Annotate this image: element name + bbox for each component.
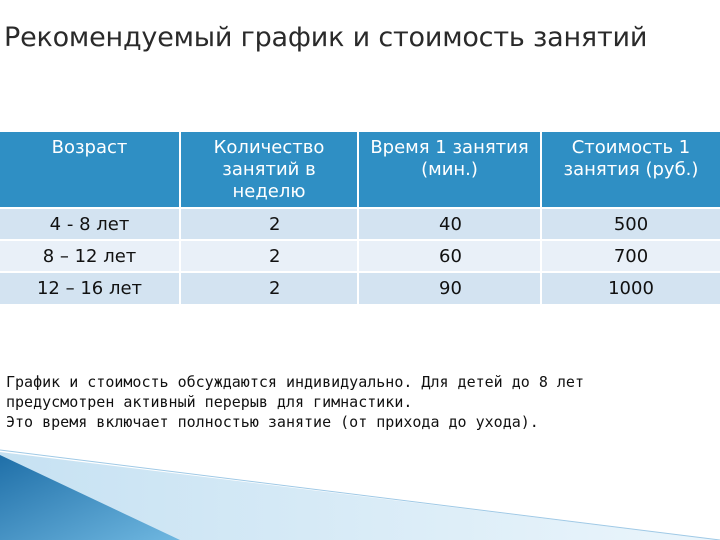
schedule-table [0, 132, 720, 304]
header-session-duration: Время 1 занятия (мин.) [358, 132, 541, 208]
note-line: предусмотрен активный перерыв для гимнастики. [6, 393, 413, 411]
cell-sessions: 2 [180, 208, 358, 240]
table-row [0, 272, 720, 304]
cell-duration: 40 [358, 208, 541, 240]
cell-age: 8 – 12 лет [0, 240, 180, 272]
cell-price: 1000 [541, 272, 720, 304]
cell-age: 4 - 8 лет [0, 208, 180, 240]
note-text [6, 372, 706, 432]
cell-duration: 90 [358, 272, 541, 304]
decor-line [0, 450, 720, 540]
table-row [0, 208, 720, 240]
cell-sessions: 2 [180, 272, 358, 304]
table-header-row [0, 132, 720, 208]
header-session-price: Стоимость 1 занятия (руб.) [541, 132, 720, 208]
note-line: Это время включает полностью занятие (от прихода до ухода). [6, 413, 539, 431]
cell-duration: 60 [358, 240, 541, 272]
cell-sessions: 2 [180, 240, 358, 272]
slide-title: Рекомендуемый график и стоимость занятий [4, 22, 648, 53]
note-line: График и стоимость обсуждаются индивидуально. Для детей до 8 лет [6, 373, 584, 391]
decor-blue-wedge [0, 455, 180, 540]
decor-light-wedge [0, 452, 720, 540]
header-age: Возраст [0, 132, 180, 208]
table-row [0, 240, 720, 272]
cell-age: 12 – 16 лет [0, 272, 180, 304]
cell-price: 500 [541, 208, 720, 240]
header-sessions-per-week: Количество занятий в неделю [180, 132, 358, 208]
cell-price: 700 [541, 240, 720, 272]
